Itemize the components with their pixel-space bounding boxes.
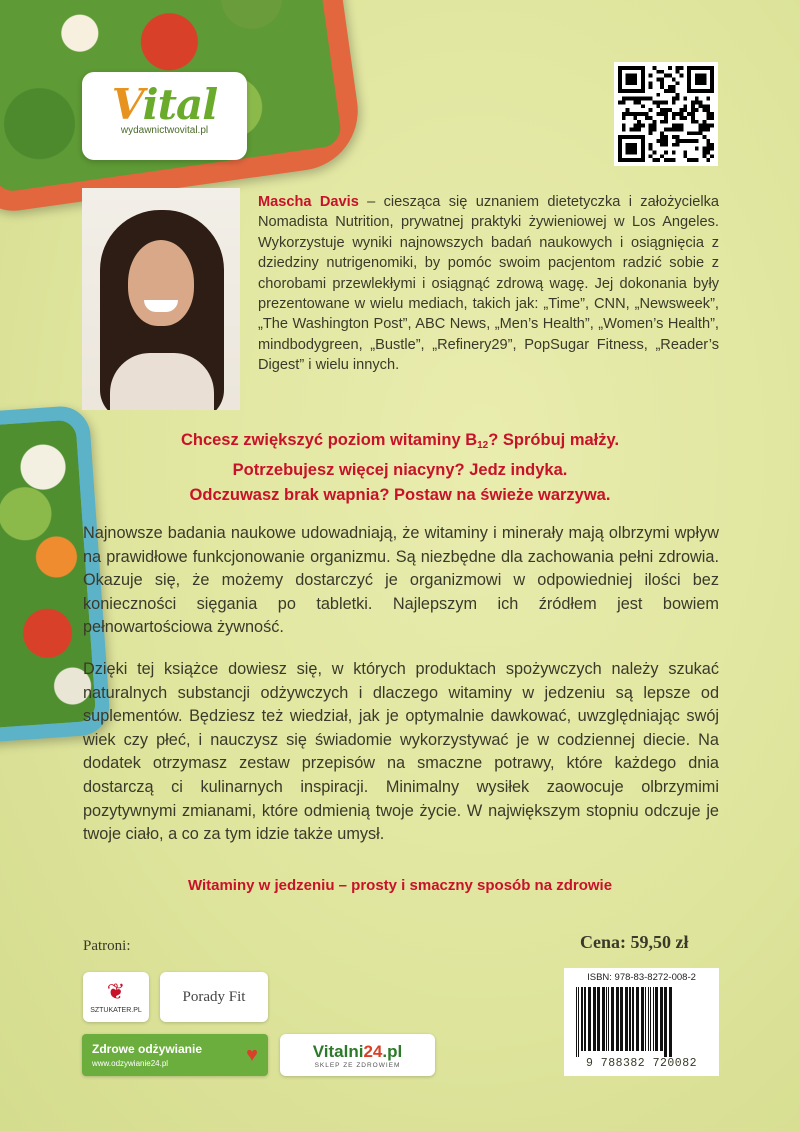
ean-number: 9 788382 720082 — [585, 1057, 698, 1070]
barcode — [564, 968, 719, 1076]
highlight-line-1: Chcesz zwiększyć poziom witaminy $B_{12}$? Spróbuj małży. — [180, 431, 620, 451]
highlight-questions — [60, 428, 740, 508]
author-bio-text: – ciesząca się uznaniem dietetyczka i założycielka Nomadista Nutrition, prywatnej praktyki żywieniowej w Los Angeles. Wykorzystuje wyniki najnowszych badań naukowych i osiągnięcia z dziedziny nutrigenomiki, by pomóc swoim pacjentom radzić sobie z chorobami przewlekłymi i osiągnąć zdrową wagę. Jej dokonania były prezentowane w wielu mediach, takich jak: „Time”, CNN, „Newsweek”, „The Washington Post”, ABC News, „Men’s Health”, „Women’s Health”, mindbodygreen, „Bustle”, „Refinery29”, PopSugar Fitness, „Reader’s Digest” i wielu innych. — [258, 194, 719, 374]
logo-wordmark: Vital — [111, 80, 218, 129]
description-paragraph-2: Dzięki tej książce dowiesz się, w których produktach spożywczych należy szukać naturalnych substancji odżywczych i dlaczego witaminy w jedzeniu są lepsze od suplementów. Będziesz też wiedział, jak je optymalnie dawkować, uwzględniając swój wiek czy płeć, i nauczysz się świadomie wykorzystywać je w codziennej diecie. Na dodatek otrzymasz zestaw przepisów na smaczne potrawy, które każdego dnia dostarczą ci kulinarnych inspiracji. Minimalny wysiłek zaowocuje olbrzymimi pozytywnymi zmianami, które odmienią twoje życie. W największym stopniu odczuje je twoje ciało, a co za tym idzie także umysł. — [83, 660, 719, 844]
highlight-line-2: Potrzebujesz więcej niacyny? Jedz indyka. — [232, 461, 568, 479]
publisher-website: wydawnictwovital.pl — [120, 125, 209, 136]
author-bio — [258, 192, 719, 376]
barcode-bars — [572, 987, 711, 1057]
author-photo — [82, 188, 240, 410]
tagline: Witaminy w jedzeniu – prosty i smaczny sposób na zdrowie — [187, 877, 613, 894]
isbn-text: ISBN: 978-83-8272-008-2 — [587, 972, 696, 983]
publisher-logo — [82, 72, 247, 160]
sponsor-vitalni24: Vitalni24.pl SKLEP ZE ZDROWIEM — [280, 1034, 435, 1076]
price: Cena: 59,50 zł — [580, 932, 689, 952]
description-paragraph-1: Najnowsze badania naukowe udowadniają, że witaminy i minerały mają olbrzymi wpływ na prawidłowe funkcjonowanie organizmu. Są niezbędne dla zachowania pełni zdrowia. Okazuje się, że możemy dostarczyć je organizmowi w odpowiedniej ilości bez konieczności sięgania po tabletki. Najlepszym ich źródłem jest bowiem pełnowartościowa żywność. — [83, 524, 719, 637]
sponsor-porady-fit: Porady Fit — [160, 972, 268, 1022]
sponsor-sztukater: ❦ SZTUKATER.PL — [83, 972, 149, 1022]
swirl-icon: ❦ — [106, 978, 126, 1004]
highlight-line-3: Odczuwasz brak wapnia? Postaw na świeże warzywa. — [189, 486, 611, 504]
qr-code — [614, 62, 718, 166]
author-name: Mascha Davis — [258, 194, 359, 210]
sponsor-zdrowe-odzywianie: Zdrowe odżywianie www.odzywianie24.pl ♥ — [82, 1034, 268, 1076]
patrons-label: Patroni: — [83, 938, 131, 954]
apple-icon: ♥ — [246, 1044, 258, 1066]
